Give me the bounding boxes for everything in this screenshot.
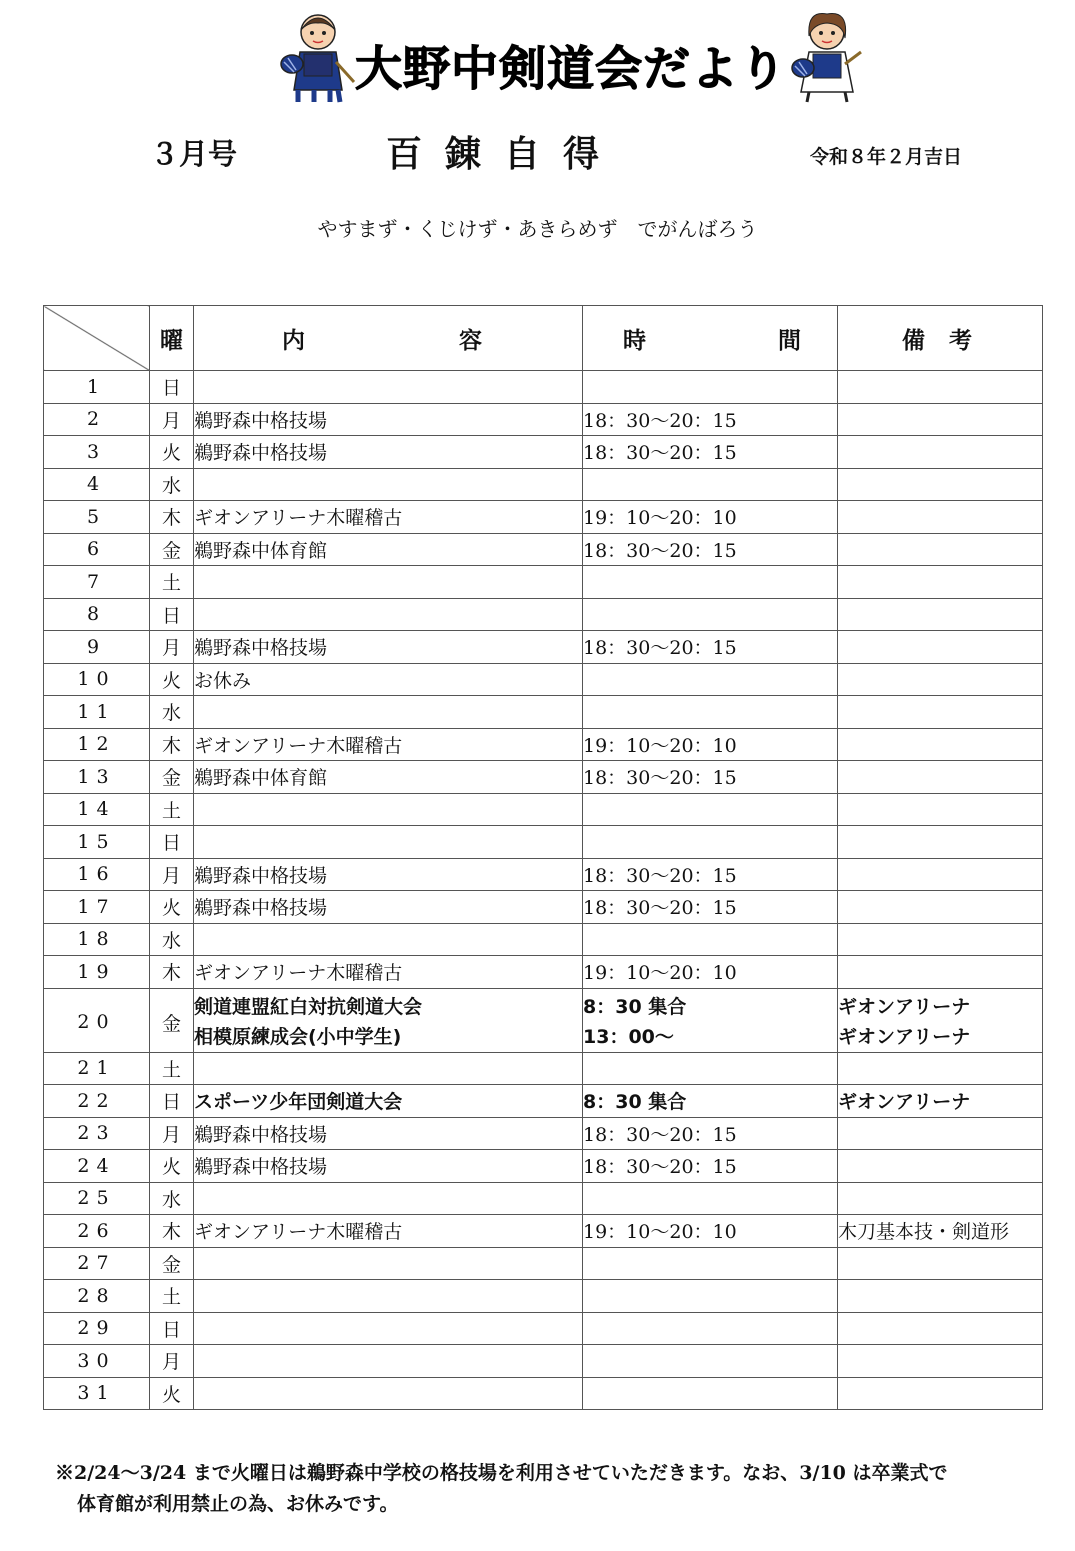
note-cell: [838, 1345, 1043, 1378]
day-cell: 4: [44, 468, 150, 501]
schedule-row: [44, 436, 1043, 469]
weekday-cell: 金: [150, 761, 194, 794]
schedule-row: [44, 1215, 1043, 1248]
time-cell: 18：30〜20：15: [583, 1117, 838, 1150]
footnote: [55, 1458, 1040, 1520]
note-cell-line-1: ギオンアリーナ: [838, 995, 971, 1018]
schedule-row: [44, 371, 1043, 404]
weekday-cell: 木: [150, 1215, 194, 1248]
newsletter-title: 大野中剣道会だより: [355, 42, 787, 97]
note-cell: [838, 598, 1043, 631]
schedule-row: [44, 1312, 1043, 1345]
content-cell: [194, 696, 583, 729]
content-cell: [194, 598, 583, 631]
content-cell: 鵜野森中格技場: [194, 858, 583, 891]
schedule-table: [43, 305, 1043, 1410]
schedule-row: [44, 923, 1043, 956]
content-cell: [194, 988, 583, 1052]
time-cell: 18：30〜20：15: [583, 891, 838, 924]
header-content-char-1: 内: [282, 326, 305, 354]
content-cell: お休み: [194, 663, 583, 696]
day-cell: 7: [44, 566, 150, 599]
content-cell: [194, 1052, 583, 1085]
weekday-cell: 水: [150, 1182, 194, 1215]
kendo-boy-illustration: [278, 12, 358, 104]
note-cell: [838, 566, 1043, 599]
header-content-char-2: 容: [459, 326, 482, 354]
schedule-row: [44, 1182, 1043, 1215]
time-cell: [583, 371, 838, 404]
note-cell: [838, 436, 1043, 469]
content-cell-line-1: 剣道連盟紅白対抗剣道大会: [194, 995, 423, 1018]
content-cell-line-2: 相模原練成会(小中学生): [194, 1025, 402, 1048]
weekday-cell: 金: [150, 533, 194, 566]
weekday-cell: 土: [150, 1052, 194, 1085]
schedule-row: [44, 631, 1043, 664]
weekday-cell: 土: [150, 566, 194, 599]
day-cell: 10: [44, 663, 150, 696]
note-cell: [838, 793, 1043, 826]
time-cell: [583, 793, 838, 826]
note-cell: [838, 891, 1043, 924]
day-cell: 3: [44, 436, 150, 469]
day-cell: 14: [44, 793, 150, 826]
content-cell: [194, 793, 583, 826]
time-cell: [583, 696, 838, 729]
content-cell: [194, 1312, 583, 1345]
weekday-cell: 土: [150, 793, 194, 826]
day-cell: 13: [44, 761, 150, 794]
day-cell: 18: [44, 923, 150, 956]
day-cell: 5: [44, 501, 150, 534]
issue-date: 令和８年２月吉日: [810, 146, 963, 168]
content-cell: 鵜野森中格技場: [194, 436, 583, 469]
schedule-row: [44, 533, 1043, 566]
schedule-row: [44, 988, 1043, 1052]
day-cell: 22: [44, 1085, 150, 1118]
content-cell: [194, 468, 583, 501]
day-cell: 23: [44, 1117, 150, 1150]
footnote-line-2: 体育館が利用禁止の為、お休みです。: [77, 1493, 399, 1515]
schedule-row: [44, 1345, 1043, 1378]
schedule-row: [44, 663, 1043, 696]
weekday-cell: 火: [150, 1377, 194, 1410]
day-cell: 9: [44, 631, 150, 664]
content-cell: [194, 1377, 583, 1410]
schedule-row: [44, 1085, 1043, 1118]
content-cell: [194, 1182, 583, 1215]
weekday-cell: 月: [150, 858, 194, 891]
time-cell: 18：30〜20：15: [583, 761, 838, 794]
time-cell: 18：30〜20：15: [583, 403, 838, 436]
schedule-row: [44, 1052, 1043, 1085]
day-cell: 21: [44, 1052, 150, 1085]
note-cell: [838, 858, 1043, 891]
note-cell: [838, 533, 1043, 566]
content-cell: 鵜野森中格技場: [194, 891, 583, 924]
day-cell: 8: [44, 598, 150, 631]
note-cell: [838, 1280, 1043, 1313]
weekday-cell: 月: [150, 631, 194, 664]
day-cell: 19: [44, 956, 150, 989]
time-cell: [583, 923, 838, 956]
content-cell: [194, 566, 583, 599]
weekday-cell: 木: [150, 956, 194, 989]
time-cell: [583, 1345, 838, 1378]
content-cell: ギオンアリーナ木曜稽古: [194, 956, 583, 989]
time-cell: [583, 1247, 838, 1280]
schedule-header-row: [44, 306, 1043, 371]
note-cell: ギオンアリーナ: [838, 1085, 1043, 1118]
day-cell: 20: [44, 988, 150, 1052]
time-cell: [583, 1280, 838, 1313]
note-cell: [838, 761, 1043, 794]
schedule-row: [44, 598, 1043, 631]
note-cell: [838, 728, 1043, 761]
note-cell: [838, 468, 1043, 501]
time-cell: [583, 988, 838, 1052]
issue-label: ３月号: [150, 137, 238, 171]
day-cell: 16: [44, 858, 150, 891]
note-cell: [838, 923, 1043, 956]
header-note-label: 備考: [902, 326, 996, 354]
time-cell: 19：10〜20：10: [583, 1215, 838, 1248]
schedule-row: [44, 468, 1043, 501]
time-cell: 19：10〜20：10: [583, 501, 838, 534]
note-cell: [838, 1182, 1043, 1215]
note-cell-line-2: ギオンアリーナ: [838, 1025, 971, 1048]
weekday-cell: 日: [150, 598, 194, 631]
time-cell: 18：30〜20：15: [583, 436, 838, 469]
note-cell: [838, 1247, 1043, 1280]
day-cell: 6: [44, 533, 150, 566]
note-cell: [838, 1312, 1043, 1345]
day-cell: 26: [44, 1215, 150, 1248]
schedule-row: [44, 891, 1043, 924]
time-cell: [583, 1377, 838, 1410]
note-cell: [838, 696, 1043, 729]
day-cell: 12: [44, 728, 150, 761]
weekday-cell: 水: [150, 923, 194, 956]
weekday-cell: 日: [150, 371, 194, 404]
note-cell: [838, 501, 1043, 534]
weekday-cell: 月: [150, 403, 194, 436]
time-cell: [583, 826, 838, 859]
content-cell: [194, 1345, 583, 1378]
note-cell: 木刀基本技・剣道形: [838, 1215, 1043, 1248]
schedule-row: [44, 793, 1043, 826]
content-cell: 鵜野森中格技場: [194, 403, 583, 436]
time-cell: 18：30〜20：15: [583, 533, 838, 566]
day-cell: 27: [44, 1247, 150, 1280]
content-cell: [194, 371, 583, 404]
schedule-row: [44, 1247, 1043, 1280]
schedule-row: [44, 1280, 1043, 1313]
content-cell: [194, 923, 583, 956]
time-cell: 8：30 集合: [583, 1085, 838, 1118]
time-cell: 19：10〜20：10: [583, 956, 838, 989]
time-cell: [583, 1052, 838, 1085]
note-cell: [838, 826, 1043, 859]
day-cell: 15: [44, 826, 150, 859]
footnote-line-1: ※2/24〜3/24 まで火曜日は鵜野森中学校の格技場を利用させていただきます。なお、3/10 は卒業式で: [55, 1462, 948, 1484]
weekday-cell: 火: [150, 1150, 194, 1183]
time-cell-line-1: 8：30 集合: [583, 995, 687, 1018]
day-cell: 11: [44, 696, 150, 729]
weekday-cell: 日: [150, 1312, 194, 1345]
schedule-row: [44, 761, 1043, 794]
header-time-char-1: 時: [623, 326, 646, 354]
time-cell: [583, 598, 838, 631]
day-cell: 30: [44, 1345, 150, 1378]
content-cell: ギオンアリーナ木曜稽古: [194, 501, 583, 534]
day-cell: 28: [44, 1280, 150, 1313]
weekday-cell: 木: [150, 728, 194, 761]
content-cell: 鵜野森中格技場: [194, 1150, 583, 1183]
schedule-row: [44, 956, 1043, 989]
content-cell: 鵜野森中格技場: [194, 631, 583, 664]
schedule-row: [44, 566, 1043, 599]
note-cell: [838, 1150, 1043, 1183]
note-cell: [838, 1117, 1043, 1150]
content-cell: [194, 1280, 583, 1313]
day-cell: 17: [44, 891, 150, 924]
day-cell: 2: [44, 403, 150, 436]
newsletter-banner: [0, 10, 1075, 105]
time-cell: 18：30〜20：15: [583, 1150, 838, 1183]
schedule-row: [44, 1117, 1043, 1150]
time-cell: [583, 468, 838, 501]
note-cell: [838, 631, 1043, 664]
weekday-cell: 月: [150, 1345, 194, 1378]
day-cell: 31: [44, 1377, 150, 1410]
schedule-row: [44, 728, 1043, 761]
weekday-cell: 水: [150, 696, 194, 729]
content-cell: 鵜野森中体育館: [194, 533, 583, 566]
content-cell: [194, 1247, 583, 1280]
weekday-cell: 金: [150, 988, 194, 1052]
note-cell: [838, 371, 1043, 404]
header-corner-cell: [44, 306, 150, 371]
schedule-row: [44, 501, 1043, 534]
time-cell: [583, 1182, 838, 1215]
time-cell: [583, 566, 838, 599]
time-cell: [583, 1312, 838, 1345]
weekday-cell: 日: [150, 826, 194, 859]
note-cell: [838, 403, 1043, 436]
header-weekday: 曜: [150, 306, 194, 371]
time-cell: [583, 663, 838, 696]
weekday-cell: 金: [150, 1247, 194, 1280]
header-content: [194, 306, 583, 371]
header-note: [838, 306, 1043, 371]
day-cell: 1: [44, 371, 150, 404]
weekday-cell: 月: [150, 1117, 194, 1150]
time-cell-line-2: 13：00〜: [583, 1025, 674, 1048]
schedule-row: [44, 858, 1043, 891]
header-time: [583, 306, 838, 371]
schedule-row: [44, 403, 1043, 436]
content-cell: ギオンアリーナ木曜稽古: [194, 728, 583, 761]
schedule-row: [44, 696, 1043, 729]
time-cell: 18：30〜20：15: [583, 631, 838, 664]
header-time-char-2: 間: [778, 326, 801, 354]
weekday-cell: 木: [150, 501, 194, 534]
time-cell: 18：30〜20：15: [583, 858, 838, 891]
slogan: やすまず・くじけず・あきらめず でがんばろう: [317, 217, 758, 241]
note-cell: [838, 1377, 1043, 1410]
weekday-cell: 日: [150, 1085, 194, 1118]
content-cell: [194, 826, 583, 859]
schedule-row: [44, 1377, 1043, 1410]
content-cell: 鵜野森中格技場: [194, 1117, 583, 1150]
note-cell: [838, 663, 1043, 696]
content-cell: スポーツ少年団剣道大会: [194, 1085, 583, 1118]
motto: 百錬自得: [386, 133, 623, 175]
weekday-cell: 火: [150, 663, 194, 696]
weekday-cell: 火: [150, 891, 194, 924]
note-cell: [838, 956, 1043, 989]
note-cell: [838, 1052, 1043, 1085]
content-cell: ギオンアリーナ木曜稽古: [194, 1215, 583, 1248]
schedule-row: [44, 1150, 1043, 1183]
weekday-cell: 火: [150, 436, 194, 469]
content-cell: 鵜野森中体育館: [194, 761, 583, 794]
day-cell: 24: [44, 1150, 150, 1183]
time-cell: 19：10〜20：10: [583, 728, 838, 761]
day-cell: 29: [44, 1312, 150, 1345]
note-cell: [838, 988, 1043, 1052]
kendo-girl-illustration: [787, 12, 867, 104]
weekday-cell: 土: [150, 1280, 194, 1313]
day-cell: 25: [44, 1182, 150, 1215]
weekday-cell: 水: [150, 468, 194, 501]
schedule-row: [44, 826, 1043, 859]
